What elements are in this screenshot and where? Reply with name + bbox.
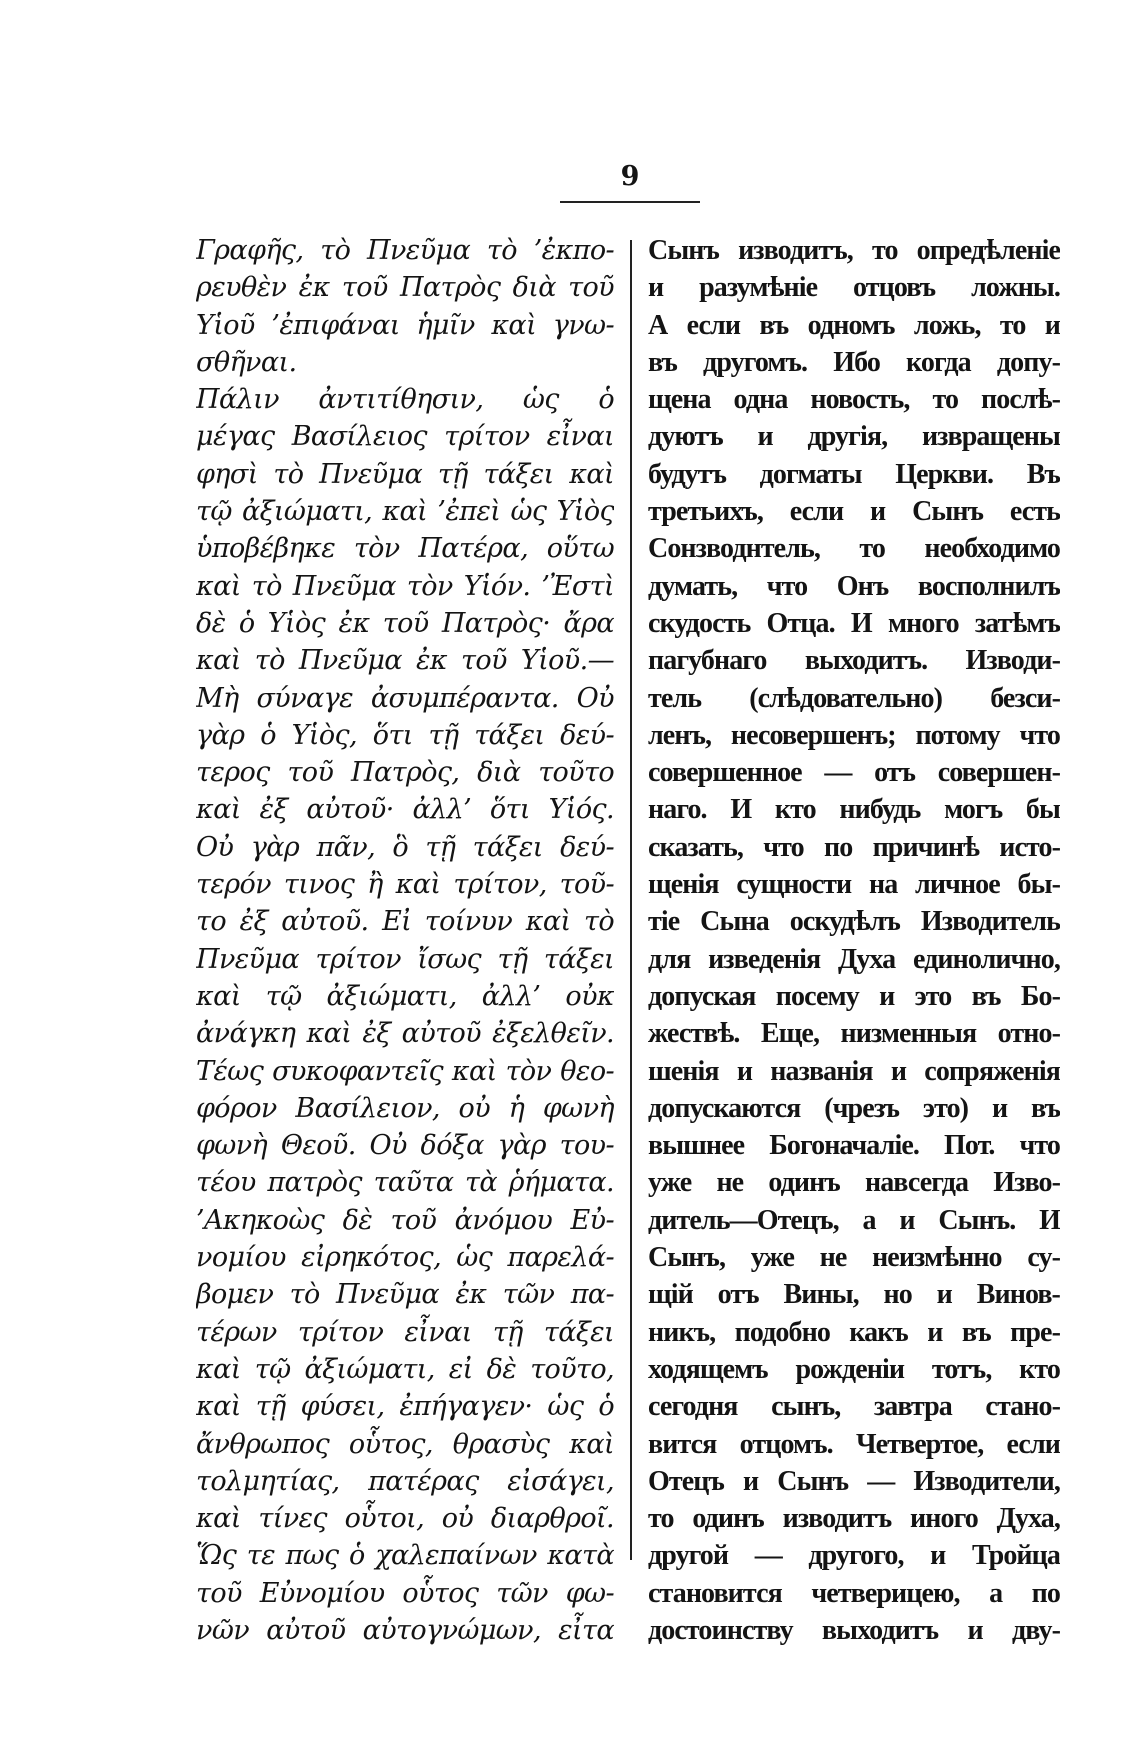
text-line: Отецъ и Сынъ — Изводители, (648, 1465, 1060, 1497)
text-line: τοῦ Εὐνομίου οὗτος τῶν φω- (196, 1577, 614, 1609)
text-line: Ὥς τε πως ὁ χαλεπαίνων κατὰ (196, 1540, 614, 1572)
text-line: Сынъ изводитъ, то опредѣленіе (648, 235, 1060, 266)
text-line: щена одна новость, то послѣ- (648, 384, 1060, 416)
text-line: пагубнаго выходитъ. Изводи- (648, 645, 1060, 677)
text-line: допуская посему и это въ Бо- (648, 980, 1060, 1012)
text-line: Сынъ, уже не неизмѣнно су- (648, 1242, 1060, 1274)
text-line: τερόν τινος ἢ καὶ τρίτον, τοῦ- (196, 869, 614, 901)
text-line: щій отъ Вины, но и Винов- (648, 1279, 1060, 1311)
text-line: третьихъ, если и Сынъ есть (648, 496, 1060, 528)
text-line: тіе Сына оскудѣлъ Изводитель (648, 906, 1060, 938)
text-line: скудость Отца. И много затѣмъ (648, 607, 1060, 639)
text-line: и разумѣніе отцовъ ложны. (648, 272, 1060, 304)
text-line: καὶ τὸ Πνεῦμα τὸν Υἱόν. ’Ἐστὶ (196, 570, 614, 602)
russian-text-column (648, 232, 1060, 1649)
text-line: μέγας Βασίλειος τρίτον εἶναι (196, 421, 614, 453)
text-line: будутъ догматы Церкви. Въ (648, 458, 1060, 490)
text-line: Πάλιν ἀντιτίθησιν, ὡς ὁ (196, 384, 614, 416)
text-line: никъ, подобно какъ и въ пре- (648, 1316, 1060, 1348)
text-line: уже не одинъ навсегда Изво- (648, 1167, 1060, 1199)
text-line: καὶ τῷ ἀξιώματι, εἰ δὲ τοῦτο, (196, 1353, 614, 1385)
text-line: жествѣ. Еще, низменныя отно- (648, 1018, 1060, 1050)
header-rule (560, 201, 700, 203)
text-line: сказать, что по причинѣ исто- (648, 831, 1060, 863)
text-line: Τέως συκοφαντεῖς καὶ τὸν θεο- (196, 1055, 614, 1087)
text-line: σθῆναι. (196, 346, 297, 378)
text-line: дуютъ и другія, извращены (648, 421, 1060, 453)
text-line: Μὴ σύναγε ἀσυμπέραντα. Οὐ (196, 682, 614, 714)
text-line: вышнее Богоначаліе. Пот. что (648, 1130, 1060, 1162)
text-line: сегодня сынъ, завтра стано- (648, 1391, 1060, 1423)
text-line: τέρων τρίτον εἶναι τῇ τάξει (196, 1316, 614, 1348)
text-line: το ἐξ αὐτοῦ. Εἰ τοίνυν καὶ τὸ (196, 906, 614, 938)
text-line: вится отцомъ. Четвертое, если (648, 1428, 1060, 1460)
text-line: ὑποβέβηκε τὸν Πατέρα, οὕτω (196, 533, 614, 565)
text-line: φωνὴ Θεοῦ. Οὐ δόξα γὰρ του- (196, 1130, 614, 1162)
text-line: Υἱοῦ ’ἐπιφάναι ἡμῖν καὶ γνω- (196, 309, 614, 341)
text-line: τῷ ἀξιώματι, καὶ ’ἐπεὶ ὡς Υἱὸς (196, 496, 614, 528)
text-line: τερος τοῦ Πατρὸς, διὰ τοῦτο (196, 757, 614, 789)
text-line: А если въ одномъ ложь, то и (648, 309, 1060, 341)
text-line: допускаются (чрезъ это) и въ (648, 1092, 1060, 1124)
text-line: щенія сущности на личное бы- (648, 869, 1060, 901)
text-line: δὲ ὁ Υἱὸς ἐκ τοῦ Πατρὸς· ἄρα (196, 607, 614, 639)
text-line: γὰρ ὁ Υἱὸς, ὅτι τῇ τάξει δεύ- (196, 719, 614, 751)
column-divider (630, 240, 632, 1560)
greek-text-column (196, 232, 614, 1649)
text-line: καὶ τῇ φύσει, ἐπήγαγεν· ὡς ὁ (196, 1391, 614, 1423)
text-line: въ другомъ. Ибо когда допу- (648, 346, 1060, 378)
text-line: φόρον Βασίλειον, οὐ ἡ φωνὴ (196, 1092, 614, 1124)
text-line: тель (слѣдовательно) безси- (648, 682, 1060, 714)
text-line: шенія и названія и сопряженія (648, 1055, 1060, 1087)
page-number: 9 (620, 161, 640, 192)
text-line: βομεν τὸ Πνεῦμα ἐκ τῶν πα- (196, 1279, 614, 1311)
text-line: Οὐ γὰρ πᾶν, ὃ τῇ τάξει δεύ- (196, 831, 614, 863)
text-line: ρευθὲν ἐκ τοῦ Πατρὸς διὰ τοῦ (196, 272, 614, 304)
text-line: становится четверицею, а по (648, 1577, 1060, 1609)
text-line: дитель—Отецъ, а и Сынъ. И (648, 1204, 1060, 1236)
text-line: ’Ακηκοὼς δὲ τοῦ ἀνόμου Εὐ- (196, 1204, 614, 1236)
text-line: Сонзводнтель, то необходимо (648, 533, 1060, 565)
text-line: καὶ τὸ Πνεῦμα ἐκ τοῦ Υἱοῦ.— (196, 645, 614, 677)
text-line: τέου πατρὸς ταῦτα τὰ ῥήματα. (196, 1167, 614, 1199)
text-line: достоинству выходитъ и дву- (648, 1614, 1060, 1646)
text-line: другой — другого, и Тройца (648, 1540, 1060, 1572)
text-line: νῶν αὐτοῦ αὐτογνώμων, εἶτα (196, 1614, 614, 1646)
text-line: καὶ τίνες οὗτοι, οὐ διαρθροῖ. (196, 1503, 614, 1535)
text-line: φησὶ τὸ Πνεῦμα τῇ τάξει καὶ (196, 458, 614, 490)
text-line: ленъ, несовершенъ; потому что (648, 719, 1060, 751)
text-line: καὶ ἐξ αὐτοῦ· ἀλλ’ ὅτι Υἱός. (196, 794, 614, 826)
text-line: для изведенія Духа единолично, (648, 943, 1060, 975)
text-line: νομίου εἰρηκότος, ὡς παρελά- (196, 1242, 614, 1274)
text-line: Γραφῆς, τὸ Πνεῦμα τὸ ’ἐκπο- (196, 235, 614, 266)
text-line: τολμητίας, πατέρας εἰσάγει, (196, 1465, 614, 1497)
text-line: то одинъ изводитъ иного Духа, (648, 1503, 1060, 1535)
text-line: ἀνάγκη καὶ ἐξ αὐτοῦ ἐξελθεῖν. (196, 1018, 614, 1050)
text-line: καὶ τῷ ἀξιώματι, ἀλλ’ οὐκ (196, 980, 614, 1012)
text-line: совершенное — отъ совершен- (648, 757, 1060, 789)
text-line: Πνεῦμα τρίτον ἴσως τῇ τάξει (196, 943, 614, 975)
text-line: ἄνθρωπος οὗτος, θρασὺς καὶ (196, 1428, 614, 1460)
text-line: думать, что Онъ восполнилъ (648, 570, 1060, 602)
text-line: ходящемъ рожденіи тотъ, кто (648, 1353, 1060, 1385)
text-line: наго. И кто нибудь могъ бы (648, 794, 1060, 826)
